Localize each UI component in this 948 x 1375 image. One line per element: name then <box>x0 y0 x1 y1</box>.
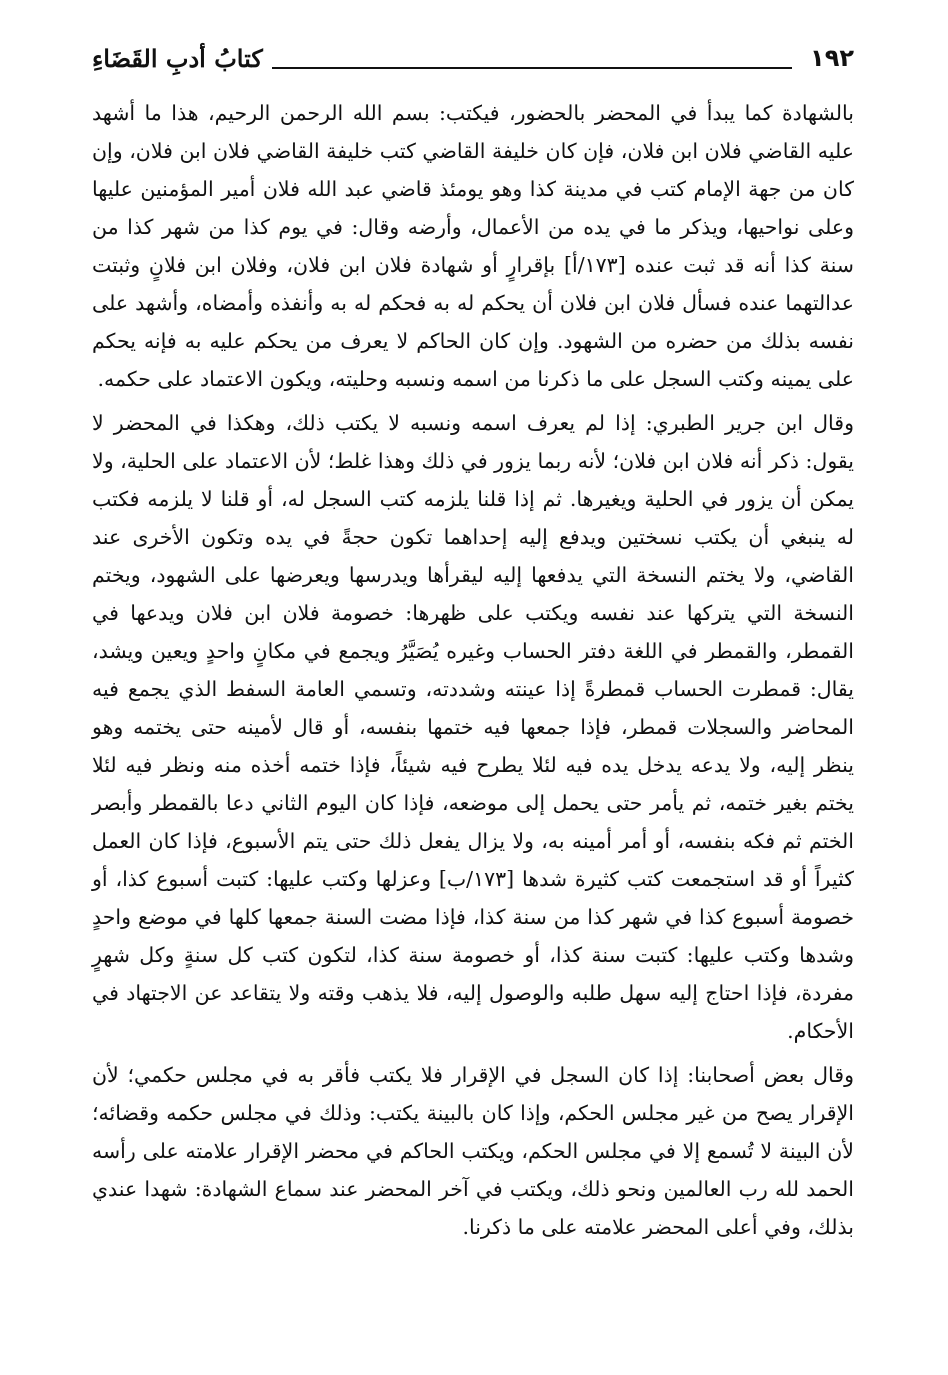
paragraph-1 <box>92 94 854 398</box>
page-header <box>92 44 854 84</box>
paragraph-text: بالشهادة كما يبدأ في المحضر بالحضور، فيكتب: بسم الله الرحمن الرحيم، هذا ما أشهد عليه القاضي فلان ابن فلان، فإن كان خليفة القاضي كتب خليفة القاضي فلان ابن فلان، وإن كان من جهة الإمام كتب في مدينة كذا وهو يومئذ قاضي عبد الله فلان أمير المؤمنين عليها وعلى نواحيها، ويذكر ما في يده من الأعمال، وأرضه وقال: في يوم كذا من شهر كذا من سنة كذا أنه قد ثبت عنده [١٧٣/أ] بإقرارٍ أو شهادة فلان ابن فلان، وفلان ابن فلانٍ وثبتت عدالتهما عنده فسأل فلان ابن فلان أن يحكم له به فحكم له به وأنفذه وأمضاه، وأشهد على نفسه بذلك من حضره من الشهود. وإن كان الحاكم لا يعرف من يحكم عليه به فإنه يحكم على يمينه وكتب السجل على ما ذكرنا من اسمه ونسبه وحليته، ويكون الاعتماد على حكمه. <box>92 101 854 391</box>
running-title: كتابُ أدبِ القَضَاءِ <box>92 44 263 73</box>
paragraph-3 <box>92 1056 854 1246</box>
paragraph-text: وقال بعض أصحابنا: إذا كان السجل في الإقرار فلا يكتب فأقر به في مجلس حكمي؛ لأن الإقرار يصح من غير مجلس الحكم، وإذا كان بالبينة يكتب: وذلك في مجلس حكمه وقضائه؛ لأن البينة لا تُسمع إلا في مجلس الحكم، ويكتب الحاكم في محضر الإقرار علامته على رأسه الحمد لله رب العالمين ونحو ذلك، ويكتب في آخر المحضر عند سماع الشهادة: شهدا عندي بذلك، وفي أعلى المحضر علامته على ما ذكرنا. <box>92 1063 854 1239</box>
header-divider <box>272 67 792 69</box>
page-number: ١٩٢ <box>810 44 854 72</box>
paragraph-2 <box>92 404 854 1050</box>
paragraph-text: وقال ابن جرير الطبري: إذا لم يعرف اسمه ونسبه لا يكتب ذلك، وهكذا في المحضر لا يقول: ذكر أنه فلان ابن فلان؛ لأنه ربما يزور في ذلك وهذا غلط؛ لأن الاعتماد على الحلية، ولا يمكن أن يزور في الحلية ويغيرها. ثم إذا قلنا يلزمه كتب السجل له، أو قلنا لا يلزمه فكتب له ينبغي أن يكتب نسختين ويدفع إليه إحداهما تكون حجةً في يده وتكون الأخرى عند القاضي، ولا يختم النسخة التي يدفعها إليه ليقرأها ويدرسها ويعرضها على الشهود، ويختم النسخة التي يتركها عند نفسه ويكتب على ظهرها: خصومة فلان ابن فلان ويدعها في القمطر، والقمطر في اللغة دفتر الحساب وغيره يُصَيَّرُ ويجمع في مكانٍ واحدٍ ويعين ويشد، يقال: قمطرت الحساب قمطرةً إذا عينته وشددته، وتسمي العامة السفط الذي يجمع فيه المحاضر والسجلات قمطر، فإذا جمعها فيه ختمها بنفسه، أو قال لأمينه حتى يختمه وهو ينظر إليه، ولا يدعه يدخل يده فيه لئلا يطرح فيه شيئاً، فإذا ختمه أخذه منه ونظر فيه لئلا يختم بغير ختمه، ثم يأمر حتى يحمل إلى موضعه، فإذا كان اليوم الثاني دعا بالقمطر وأبصر الختم ثم فكه بنفسه، أو أمر أمينه به، ولا يزال يفعل ذلك حتى يتم الأسبوع، فإذا كان العمل كثيراً أو قد استجمعت كتب كثيرة شدها [١٧٣/ب] وعزلها وكتب عليها: كتبت أسبوع كذا، أو خصومة أسبوع كذا في شهر كذا من سنة كذا، فإذا مضت السنة جمعها كلها في موضع واحدٍ وشدها وكتب عليها: كتبت سنة كذا، أو خصومة سنة كذا، لتكون كتب كل سنةٍ وكل شهرٍ مفردة، فإذا احتاج إليه سهل طلبه والوصول إليه، فلا يذهب وقته ولا يتقاعد عن الاجتهاد في الأحكام. <box>92 411 855 1043</box>
page-body <box>92 94 854 1252</box>
